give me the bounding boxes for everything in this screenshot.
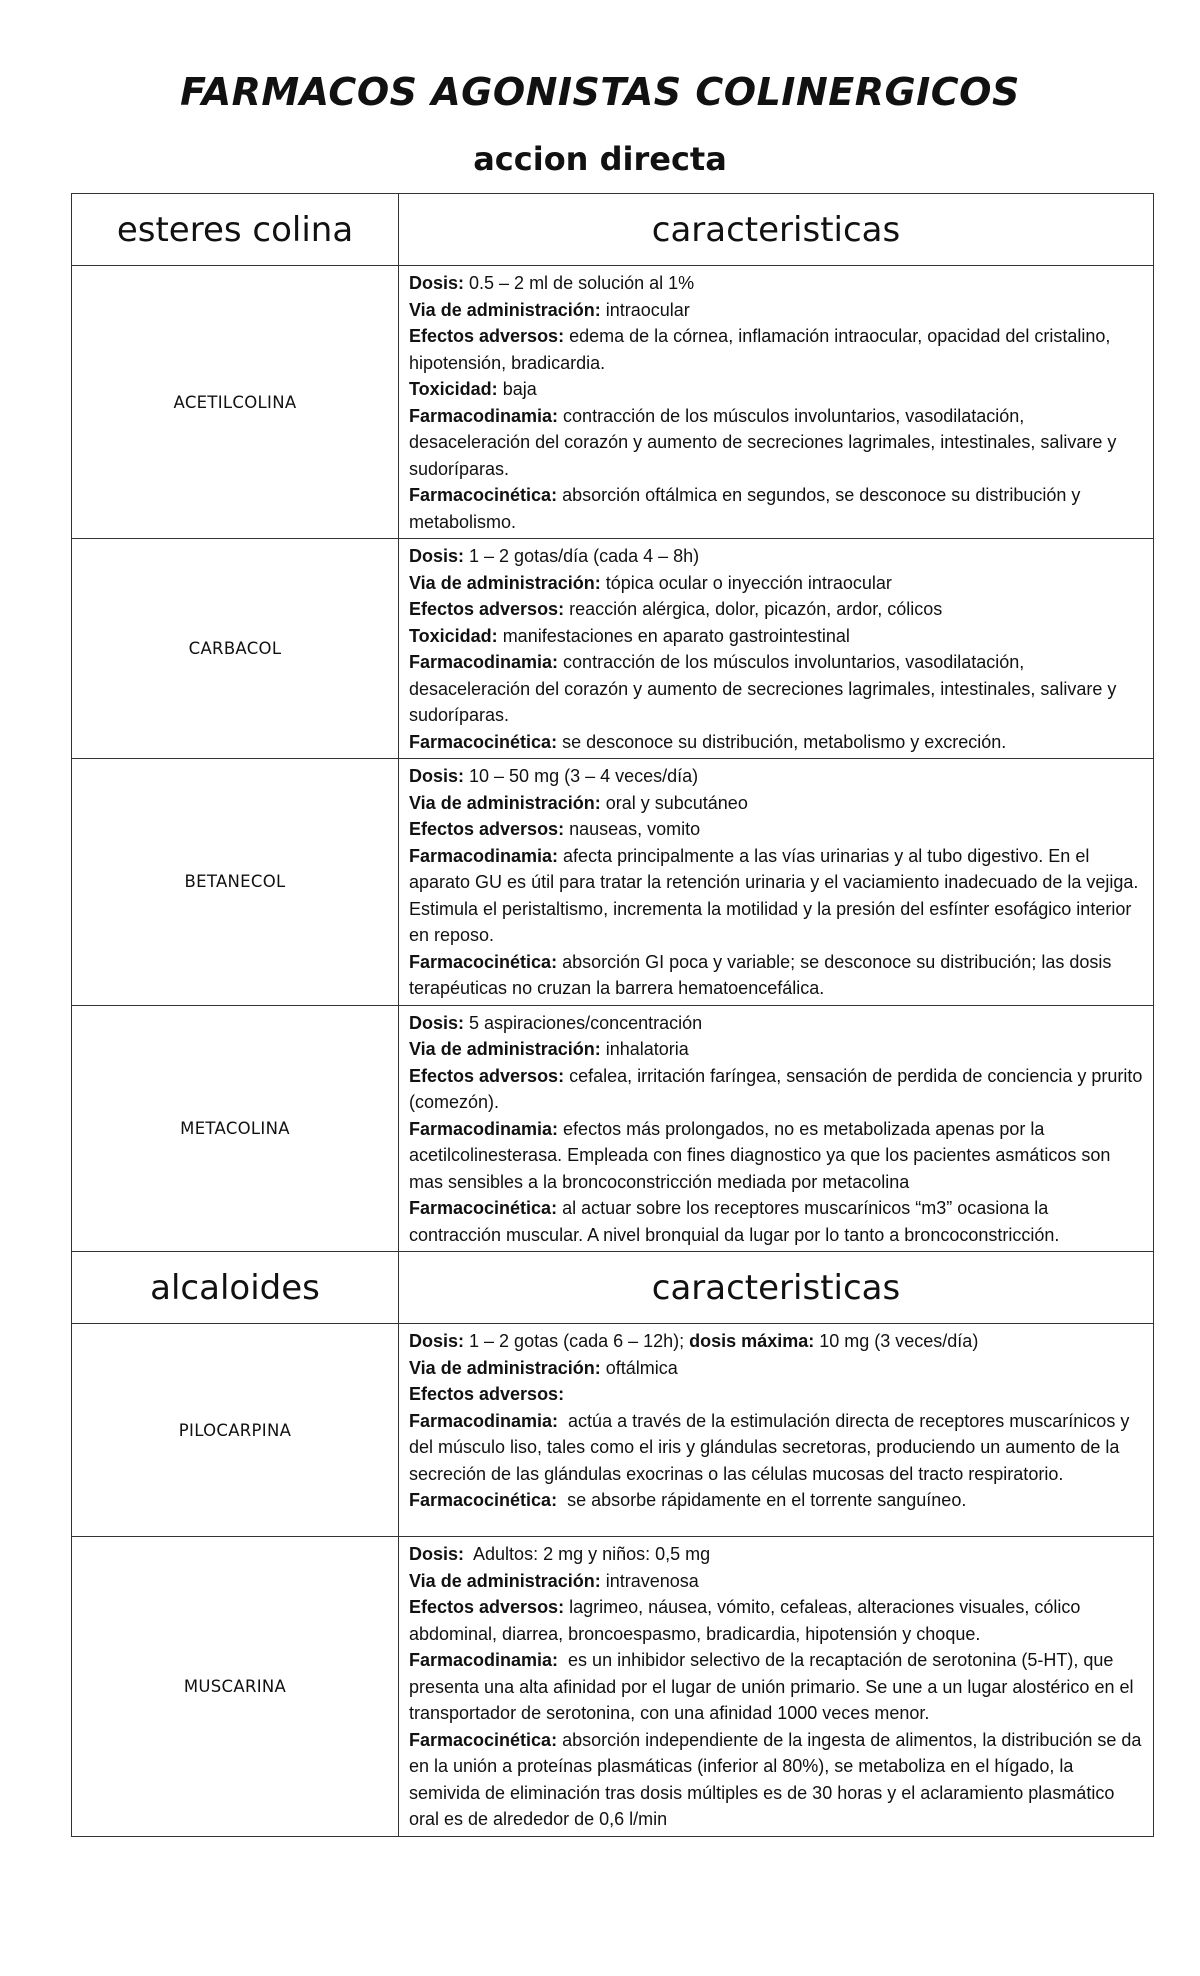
characteristic-label: Efectos adversos:: [409, 819, 565, 839]
characteristic-line: [409, 543, 1143, 570]
characteristic-label: Via de administración:: [409, 1570, 601, 1591]
characteristic-line: [409, 297, 1143, 324]
characteristic-text: absorción independiente de la ingesta de alimentos, la distribución se da en la unión a proteínas plasmáticas (inferior al 80%), se metaboliza en el hígado, la semivida de eliminación tras dosis múltiples es de 30 horas y el aclaramiento plasmático oral es de alrededor de 0,6 l/min: [409, 1729, 1147, 1829]
section-header-row: [72, 194, 1154, 266]
characteristic-text: intravenosa: [600, 1570, 699, 1591]
characteristic-line: [409, 403, 1143, 483]
drug-name: CARBACOL: [72, 539, 399, 759]
characteristic-label: Efectos adversos:: [409, 599, 565, 619]
characteristic-line: [409, 1116, 1143, 1196]
characteristic-label: Farmacodinamia:: [409, 1650, 559, 1670]
characteristic-label: Farmacodinamia:: [409, 652, 559, 672]
characteristic-text: absorción oftálmica en segundos, se desconoce su distribución y metabolismo.: [409, 485, 1086, 532]
drug-row: [72, 759, 1154, 1006]
drug-row: [72, 266, 1154, 539]
characteristic-text: afecta principalmente a las vías urinarias y al tubo digestivo. En el aparato GU es útil para tratar la retención urinaria y el vaciamiento inadecuado de la vejiga. Estimula el peristaltismo, incrementa la motilidad y la presión del esfínter esofágico interior en reposo.: [409, 845, 1144, 945]
characteristic-line: [409, 1594, 1143, 1647]
characteristic-line: [409, 843, 1143, 949]
characteristic-text: tópica ocular o inyección intraocular: [600, 572, 892, 593]
characteristic-label: Farmacocinética:: [409, 951, 558, 972]
characteristic-line: [409, 816, 1143, 843]
characteristic-text: reacción alérgica, dolor, picazón, ardor, cólicos: [564, 599, 943, 619]
characteristic-label: Farmacodinamia:: [409, 1410, 559, 1431]
characteristic-label: Toxicidad:: [409, 379, 498, 399]
characteristic-text: absorción GI poca y variable; se desconoce su distribución; las dosis terapéuticas no cruzan la barrera hematoencefálica.: [409, 951, 1117, 998]
drug-name: MUSCARINA: [72, 1537, 399, 1837]
characteristic-text: contracción de los músculos involuntarios, vasodilatación, desaceleración del corazón y aumento de secreciones lagrimales, intestinales, salivare y sudoríparas.: [409, 405, 1122, 479]
characteristic-label: Farmacodinamia:: [409, 1118, 559, 1139]
characteristic-text: se desconoce su distribución, metabolismo y excreción.: [557, 731, 1007, 752]
characteristic-line: [409, 949, 1143, 1002]
characteristic-line: [409, 1195, 1143, 1248]
characteristic-text: lagrimeo, náusea, vómito, cefaleas, alteraciones visuales, cólico abdominal, diarrea, broncoespasmo, bradicardia, hipotensión y choque.: [409, 1597, 1086, 1644]
characteristic-label: Efectos adversos:: [409, 1384, 565, 1404]
drug-characteristics: [399, 759, 1154, 1006]
characteristic-label: Toxicidad:: [409, 625, 498, 646]
characteristic-line: [409, 1010, 1143, 1037]
characteristic-text: efectos más prolongados, no es metabolizada apenas por la acetilcolinesterasa. Empleada con fines diagnostico ya que los pacientes asmáticos son mas sensibles a la broncoconstricción mediada por metacolina: [409, 1118, 1116, 1192]
characteristic-label: Dosis:: [409, 1012, 465, 1033]
characteristic-label: Dosis:: [409, 1544, 465, 1564]
characteristic-label: Efectos adversos:: [409, 1597, 565, 1617]
characteristic-line: [409, 729, 1143, 756]
characteristic-line: [409, 790, 1143, 817]
characteristic-text: Adultos: 2 mg y niños: 0,5 mg: [464, 1544, 711, 1564]
characteristic-line: [409, 323, 1143, 376]
characteristic-label: Farmacocinética:: [409, 1729, 558, 1750]
drug-row: [72, 1005, 1154, 1252]
characteristic-label: Via de administración:: [409, 1357, 601, 1378]
characteristic-line: [409, 270, 1143, 297]
drug-name: METACOLINA: [72, 1005, 399, 1252]
characteristic-text: contracción de los músculos involuntarios, vasodilatación, desaceleración del corazón y aumento de secreciones lagrimales, intestinales, salivare y sudoríparas.: [409, 652, 1122, 725]
characteristic-label: Dosis:: [409, 546, 465, 566]
characteristic-line: [409, 1568, 1143, 1595]
characteristic-label: Via de administración:: [409, 299, 601, 320]
characteristic-label: Efectos adversos:: [409, 326, 565, 346]
characteristic-line: [409, 649, 1143, 729]
characteristic-line: [409, 623, 1143, 650]
characteristic-line: [409, 570, 1143, 597]
characteristic-line: [409, 1036, 1143, 1063]
characteristic-label: Farmacodinamia:: [409, 845, 559, 866]
characteristic-line: [409, 596, 1143, 623]
characteristic-line: [409, 763, 1143, 790]
characteristic-label: Via de administración:: [409, 792, 601, 813]
characteristic-text: 10 – 50 mg (3 – 4 veces/día): [464, 766, 699, 786]
characteristic-text: se absorbe rápidamente en el torrente sanguíneo.: [557, 1490, 967, 1510]
characteristic-line: [409, 376, 1143, 403]
characteristic-text: al actuar sobre los receptores muscarínicos “m3” ocasiona la contracción muscular. A nivel bronquial da lugar por lo tanto a broncoconstricción.: [409, 1198, 1060, 1245]
section-header-row: [72, 1252, 1154, 1324]
characteristic-text: 1 – 2 gotas/día (cada 4 – 8h): [464, 546, 700, 566]
characteristic-text: edema de la córnea, inflamación intraocular, opacidad del cristalino, hipotensión, bradicardia.: [409, 326, 1116, 373]
drug-characteristics: [399, 266, 1154, 539]
section-header-right: caracteristicas: [399, 194, 1154, 266]
characteristic-label: Farmacocinética:: [409, 731, 558, 752]
characteristic-label: Dosis:: [409, 1331, 465, 1351]
section-header-left: alcaloides: [72, 1252, 399, 1324]
drug-table: [71, 193, 1154, 1837]
drug-characteristics: [399, 539, 1154, 759]
characteristic-text: actúa a través de la estimulación directa de receptores muscarínicos y del músculo liso, tales como el iris y glándulas secretoras, produciendo un aumento de la secreción de las glándulas exocrinas o las células mucosas del tracto respiratorio.: [409, 1410, 1135, 1484]
characteristic-label: Farmacocinética:: [409, 1198, 558, 1218]
characteristic-label: dosis máxima:: [689, 1331, 815, 1351]
characteristic-label: Via de administración:: [409, 572, 601, 593]
drug-row: [72, 1537, 1154, 1837]
characteristic-text: baja: [497, 379, 537, 399]
characteristic-label: Dosis:: [409, 766, 465, 786]
characteristic-line: [409, 1381, 1143, 1408]
characteristic-text: cefalea, irritación faríngea, sensación de perdida de conciencia y prurito (comezón).: [409, 1065, 1148, 1112]
document-title: FARMACOS AGONISTAS COLINERGICOS: [180, 70, 1020, 114]
characteristic-line: [409, 482, 1143, 535]
characteristic-text: oral y subcutáneo: [600, 792, 748, 813]
characteristic-label: Farmacocinética:: [409, 485, 558, 505]
characteristic-line: [409, 1063, 1148, 1116]
characteristic-text: 10 mg (3 veces/día): [814, 1331, 979, 1351]
characteristic-label: Efectos adversos:: [409, 1065, 565, 1086]
drug-characteristics: [399, 1005, 1154, 1252]
drug-characteristics: [399, 1537, 1154, 1837]
drug-characteristics: [399, 1324, 1154, 1537]
characteristic-label: Farmacocinética:: [409, 1490, 558, 1510]
characteristic-text: 1 – 2 gotas (cada 6 – 12h);: [464, 1331, 690, 1351]
characteristic-line: [409, 1408, 1143, 1488]
drug-name: ACETILCOLINA: [72, 266, 399, 539]
characteristic-line: [409, 1541, 1143, 1568]
characteristic-line: [409, 1727, 1147, 1833]
characteristic-text: es un inhibidor selectivo de la recaptación de serotonina (5-HT), que presenta una alta afinidad por el lugar de unión primario. Se une a un lugar alostérico en el transportador de serotonina, con una afinidad 1000 veces menor.: [409, 1650, 1139, 1723]
section-header-right: caracteristicas: [399, 1252, 1154, 1324]
characteristic-text: oftálmica: [600, 1357, 678, 1378]
characteristic-label: Dosis:: [409, 273, 465, 293]
characteristic-text: intraocular: [600, 299, 690, 320]
drug-name: BETANECOL: [72, 759, 399, 1006]
characteristic-text: manifestaciones en aparato gastrointestinal: [497, 625, 850, 646]
drug-row: [72, 539, 1154, 759]
characteristic-line: [409, 1487, 1143, 1514]
characteristic-text: nauseas, vomito: [564, 819, 701, 839]
document-subtitle: accion directa: [473, 140, 727, 178]
characteristic-label: Farmacodinamia:: [409, 405, 559, 426]
characteristic-text: 0.5 – 2 ml de solución al 1%: [464, 273, 695, 293]
section-header-left: esteres colina: [72, 194, 399, 266]
characteristic-line: [409, 1355, 1143, 1382]
characteristic-text: 5 aspiraciones/concentración: [464, 1012, 703, 1033]
characteristic-line: [409, 1328, 1143, 1355]
characteristic-text: inhalatoria: [600, 1039, 689, 1059]
characteristic-line: [409, 1647, 1143, 1727]
characteristic-label: Via de administración:: [409, 1039, 601, 1059]
drug-name: PILOCARPINA: [72, 1324, 399, 1537]
drug-row: [72, 1324, 1154, 1537]
